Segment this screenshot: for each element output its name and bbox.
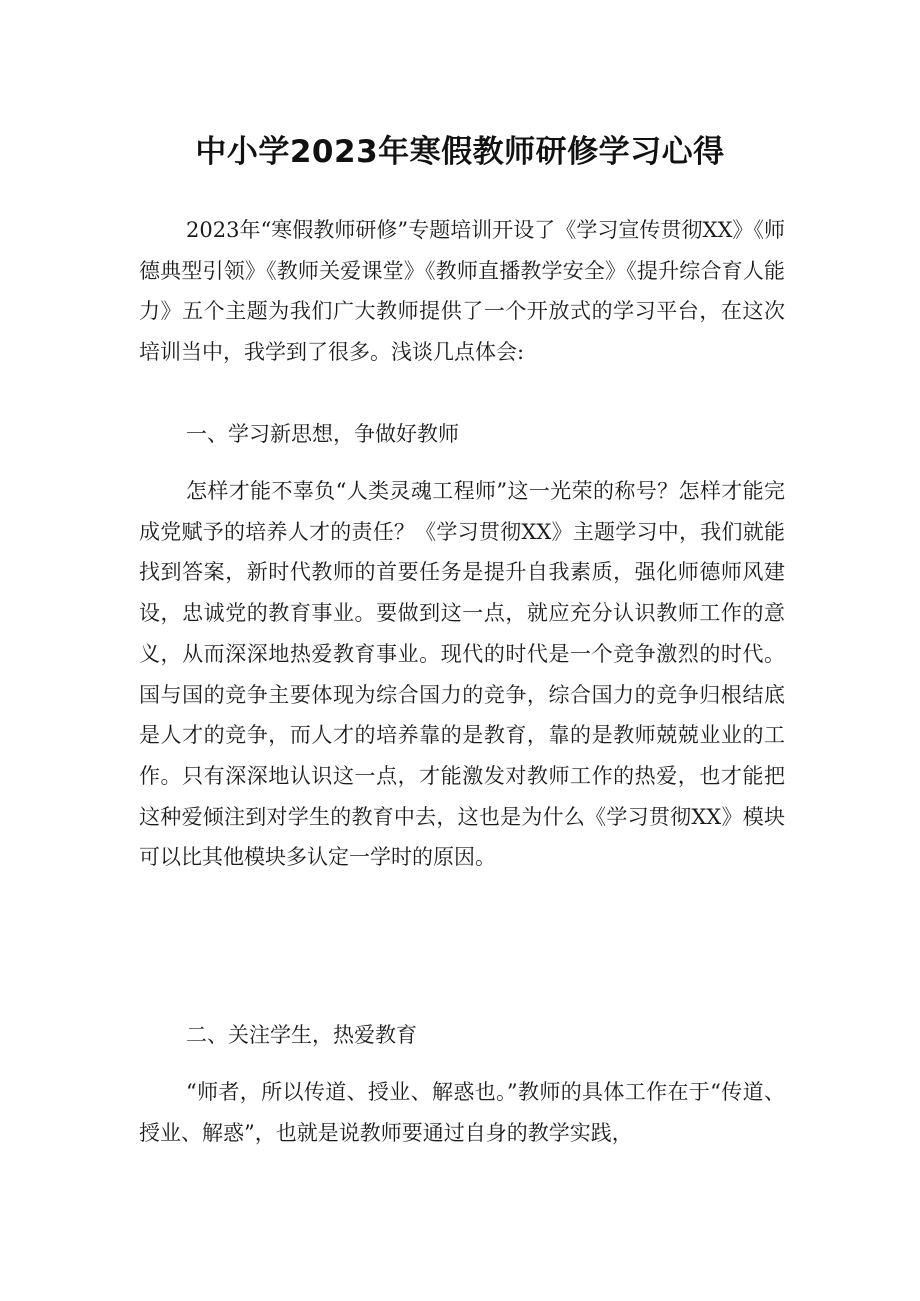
section-1-paragraph: 怎样才能不辜负“人类灵魂工程师”这一光荣的称号？怎样才能完成党赋予的培养人才的责任？《学习贯彻XX》主题学习中，我们就能找到答案，新时代教师的首要任务是提升自我素质，强化师德师风建设，忠诚党的教育事业。要做到这一点，就应充分认识教师工作的意义，从而深深地热爱教育事业。现代的时代是一个竞争激烈的时代。国与国的竞争主要体现为综合国力的竞争，综合国力的竞争归根结底是人才的竞争，而人才的培养靠的是教育，靠的是教师兢兢业业的工作。只有深深地认识这一点，才能激发对教师工作的热爱，也才能把这种爱倾注到对学生的教育中去，这也是为什么《学习贯彻XX》模块可以比其他模块多认定一学时的原因。 (139, 479, 785, 870)
document-title: 中小学2023年寒假教师研修学习心得 (195, 134, 725, 170)
intro-paragraph: 2023年“寒假教师研修”专题培训开设了《学习宣传贯彻XX》《师德典型引领》《教师关爱课堂》《教师直播教学安全》《提升综合育人能力》五个主题为我们广大教师提供了一个开放式的学习平台，在这次培训当中，我学到了很多。浅谈几点体会: (139, 218, 785, 365)
section-2-paragraph: “师者，所以传道、授业、解惑也。”教师的具体工作在于“传道、授业、解惑”，也就是说教师要通过自身的教学实践， (139, 1080, 785, 1145)
section-heading-2: 二、关注学生，热爱教育 (186, 1023, 417, 1047)
section-heading-1: 一、学习新思想，争做好教师 (186, 422, 459, 446)
